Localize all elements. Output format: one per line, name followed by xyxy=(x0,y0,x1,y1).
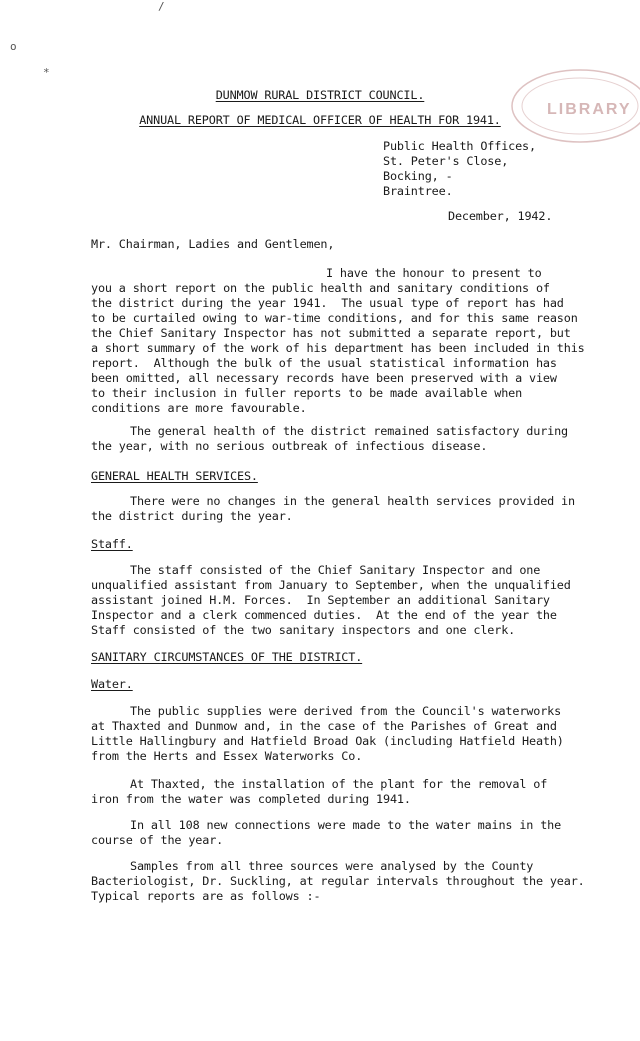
section-heading-staff: Staff. xyxy=(91,537,133,551)
margin-mark-left: o xyxy=(10,40,17,53)
general-services-line: There were no changes in the general health services provided in xyxy=(130,494,575,508)
intro-line: conditions are more favourable. xyxy=(91,401,307,415)
water-line: Samples from all three sources were analysed by the County xyxy=(130,859,534,873)
water-line: At Thaxted, the installation of the plant for the removal of xyxy=(130,777,548,791)
subheading-water: Water. xyxy=(91,677,133,691)
intro-line: a short summary of the work of his department has been included in this xyxy=(91,341,585,355)
water-line: In all 108 new connections were made to the water mains in the xyxy=(130,818,562,832)
margin-mark-star: * xyxy=(43,66,50,79)
staff-line: Staff consisted of the two sanitary inspectors and one clerk. xyxy=(91,623,516,637)
council-name: DUNMOW RURAL DISTRICT COUNCIL. xyxy=(215,88,425,102)
staff-line: unqualified assistant from January to September, when the unqualified xyxy=(91,578,571,592)
intro-line: you a short report on the public health and sanitary conditions of xyxy=(91,281,550,295)
report-date: December, 1942. xyxy=(448,209,553,223)
water-line: Bacteriologist, Dr. Suckling, at regular intervals throughout the year. xyxy=(91,874,585,888)
general-services-line: the district during the year. xyxy=(91,509,293,523)
staff-line: assistant joined H.M. Forces. In September an additional Sanitary xyxy=(91,593,550,607)
address-line-3: Bocking, - xyxy=(383,169,453,183)
intro-line: the Chief Sanitary Inspector has not submitted a separate report, but xyxy=(91,326,571,340)
water-line: iron from the water was completed during 1941. xyxy=(91,792,411,806)
intro-line: been omitted, all necessary records have been preserved with a view xyxy=(91,371,557,385)
intro-line: the district during the year 1941. The usual type of report has had xyxy=(91,296,564,310)
intro-line: to their inclusion in fuller reports to be made available when xyxy=(91,386,523,400)
water-line: Typical reports are as follows :- xyxy=(91,889,321,903)
svg-text:LIBRARY: LIBRARY xyxy=(547,101,632,118)
water-line: at Thaxted and Dunmow and, in the case of the Parishes of Great and xyxy=(91,719,557,733)
section-heading-sanitary: SANITARY CIRCUMSTANCES OF THE DISTRICT. xyxy=(91,650,363,664)
health-line: the year, with no serious outbreak of infectious disease. xyxy=(91,439,488,453)
report-title: ANNUAL REPORT OF MEDICAL OFFICER OF HEALTH FOR 1941. xyxy=(139,113,501,127)
water-line: from the Herts and Essex Waterworks Co. xyxy=(91,749,363,763)
health-line: The general health of the district remained satisfactory during xyxy=(130,424,568,438)
margin-mark-top: / xyxy=(158,0,165,13)
intro-line: to be curtailed owing to war-time conditions, and for this same reason xyxy=(91,311,578,325)
water-line: The public supplies were derived from the Council's waterworks xyxy=(130,704,562,718)
salutation: Mr. Chairman, Ladies and Gentlemen, xyxy=(91,237,335,251)
address-line-1: Public Health Offices, xyxy=(383,139,536,153)
staff-line: The staff consisted of the Chief Sanitary Inspector and one xyxy=(130,563,541,577)
staff-line: Inspector and a clerk commenced duties. At the end of the year the xyxy=(91,608,557,622)
intro-line: report. Although the bulk of the usual statistical information has xyxy=(91,356,557,370)
water-line: course of the year. xyxy=(91,833,224,847)
section-heading-general-services: GENERAL HEALTH SERVICES. xyxy=(91,469,258,483)
intro-line: I have the honour to present to xyxy=(326,266,542,280)
water-line: Little Hallingbury and Hatfield Broad Oak (including Hatfield Heath) xyxy=(91,734,564,748)
address-line-2: St. Peter's Close, xyxy=(383,154,509,168)
address-line-4: Braintree. xyxy=(383,184,453,198)
